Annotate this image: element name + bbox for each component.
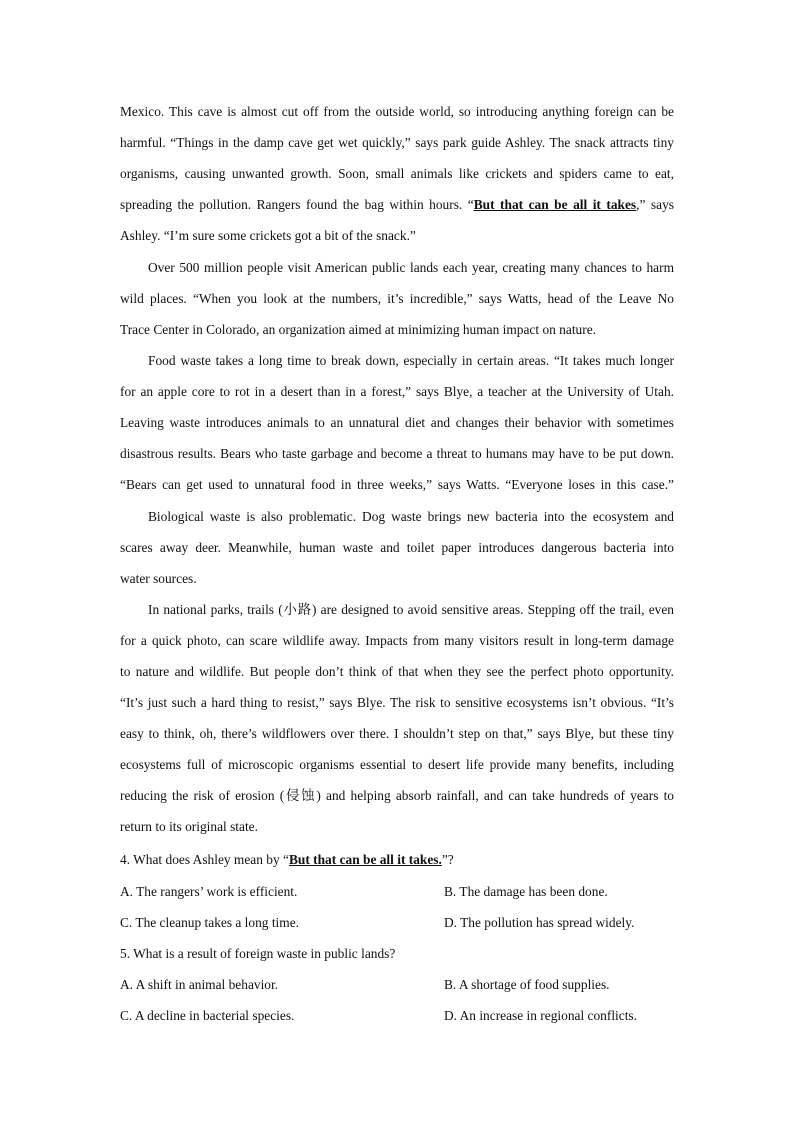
question-5-option-d[interactable]: D. An increase in regional conflicts. (444, 1008, 637, 1023)
p1-line-5: Ashley. “I’m sure some crickets got a bit of the snack.” (120, 228, 416, 243)
p4-line-2: scares away deer. Meanwhile, human waste and toilet paper introduces dangerous bacteria into (120, 540, 674, 555)
p5-line-5: easy to think, oh, there’s wildflowers over there. I shouldn’t step on that,” says Blye, but these tiny (120, 726, 674, 741)
question-4-option-c[interactable]: C. The cleanup takes a long time. (120, 915, 299, 930)
p3-line-5: “Bears can get used to unnatural food in three weeks,” says Watts. “Everyone loses in this case.” (120, 477, 674, 492)
p2-line-2: wild places. “When you look at the numbers, it’s incredible,” says Watts, head of the Leave No (120, 291, 674, 306)
question-4-text-a: 4. What does Ashley mean by “ (120, 852, 289, 867)
p3-line-4: disastrous results. Bears who taste garbage and become a threat to humans may have to be put down. (120, 446, 674, 461)
p1-line-4-text-b: ,” says (636, 197, 674, 212)
p1-line-2: harmful. “Things in the damp cave get wet quickly,” says park guide Ashley. The snack attracts tiny (120, 135, 674, 150)
question-4-option-d[interactable]: D. The pollution has spread widely. (444, 915, 635, 930)
p5-line-7: reducing the risk of erosion (侵蚀) and helping absorb rainfall, and can take hundreds of years to (120, 788, 674, 803)
p5-line-3: to nature and wildlife. But people don’t think of that when they see the perfect photo opportunity. (120, 664, 674, 679)
p5-line-8: return to its original state. (120, 819, 258, 834)
p1-line-4-text-a: spreading the pollution. Rangers found the bag within hours. “ (120, 197, 474, 212)
p1-line-1: Mexico. This cave is almost cut off from the outside world, so introducing anything foreign can be (120, 104, 674, 119)
question-4-option-a[interactable]: A. The rangers’ work is efficient. (120, 884, 298, 899)
p5-line-4: “It’s just such a hard thing to resist,” says Blye. The risk to sensitive ecosystems isn’t obvious. “It’s (120, 695, 674, 710)
p3-line-3: Leaving waste introduces animals to an unnatural diet and changes their behavior with sometimes (120, 415, 674, 430)
question-5-stem: 5. What is a result of foreign waste in public lands? (120, 946, 396, 961)
p5-line-1: In national parks, trails (小路) are designed to avoid sensitive areas. Stepping off the trail, even (148, 602, 674, 617)
question-4-stem (120, 844, 674, 875)
p3-line-2: for an apple core to rot in a desert than in a forest,” says Blye, a teacher at the University of Utah. (120, 384, 674, 399)
p1-line-3: organisms, causing unwanted growth. Soon, small animals like crickets and spiders came to eat, (120, 166, 674, 181)
question-5-option-b[interactable]: B. A shortage of food supplies. (444, 977, 610, 992)
question-5-option-c[interactable]: C. A decline in bacterial species. (120, 1008, 295, 1023)
question-4-text-b: ”? (441, 852, 454, 867)
question-4-option-b[interactable]: B. The damage has been done. (444, 884, 608, 899)
p5-line-2: for a quick photo, can scare wildlife away. Impacts from many visitors result in long-term damage (120, 633, 674, 648)
emphasized-quote: But that can be all it takes (473, 197, 637, 212)
question-5-option-a[interactable]: A. A shift in animal behavior. (120, 977, 279, 992)
p1-line-4 (120, 189, 674, 220)
question-4-emphasized-quote: But that can be all it takes. (288, 852, 442, 867)
p4-line-3: water sources. (120, 571, 197, 586)
p2-line-3: Trace Center in Colorado, an organization aimed at minimizing human impact on nature. (120, 322, 596, 337)
p3-line-1: Food waste takes a long time to break down, especially in certain areas. “It takes much longer (148, 353, 674, 368)
p5-line-6: ecosystems full of microscopic organisms essential to desert life provide many benefits, including (120, 757, 674, 772)
p2-line-1: Over 500 million people visit American public lands each year, creating many chances to harm (148, 260, 674, 275)
p4-line-1: Biological waste is also problematic. Dog waste brings new bacteria into the ecosystem and (148, 509, 674, 524)
